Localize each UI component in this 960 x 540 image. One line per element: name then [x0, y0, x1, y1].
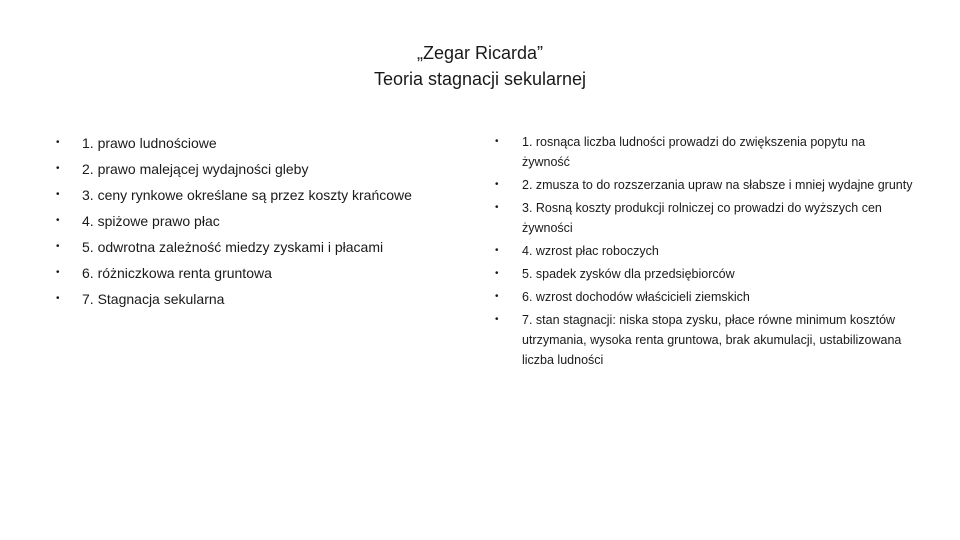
- list-item: • 5. odwrotna zależność miedzy zyskami i płacami: [56, 234, 476, 260]
- list-item: • 5. spadek zysków dla przedsiębiorców: [495, 264, 915, 284]
- list-item: • 6. różniczkowa renta gruntowa: [56, 260, 476, 286]
- list-item: • 1. prawo ludnościowe: [56, 130, 476, 156]
- list-item: • 1. rosnąca liczba ludności prowadzi do zwiększenia popytu na żywność: [495, 132, 915, 172]
- slide-title: [0, 40, 960, 92]
- list-item: • 6. wzrost dochodów właścicieli ziemskich: [495, 287, 915, 307]
- list-item: • 7. stan stagnacji: niska stopa zysku, płace równe minimum kosztów utrzymania, wysoka renta gruntowa, brak akumulacji, ustabilizowana liczba ludności: [495, 310, 915, 370]
- title-line-1: „Zegar Ricarda”: [416, 43, 544, 63]
- left-bullet-list: [56, 130, 476, 312]
- list-item: • 4. wzrost płac roboczych: [495, 241, 915, 261]
- list-item: • 7. Stagnacja sekularna: [56, 286, 476, 312]
- right-bullet-list: [495, 132, 915, 373]
- list-item: • 2. prawo malejącej wydajności gleby: [56, 156, 476, 182]
- list-item: • 4. spiżowe prawo płac: [56, 208, 476, 234]
- list-item: • 3. Rosną koszty produkcji rolniczej co prowadzi do wyższych cen żywności: [495, 198, 915, 238]
- list-item: • 2. zmusza to do rozszerzania upraw na słabsze i mniej wydajne grunty: [495, 175, 915, 195]
- list-item: • 3. ceny rynkowe określane są przez koszty krańcowe: [56, 182, 476, 208]
- title-line-2: Teoria stagnacji sekularnej: [373, 69, 587, 89]
